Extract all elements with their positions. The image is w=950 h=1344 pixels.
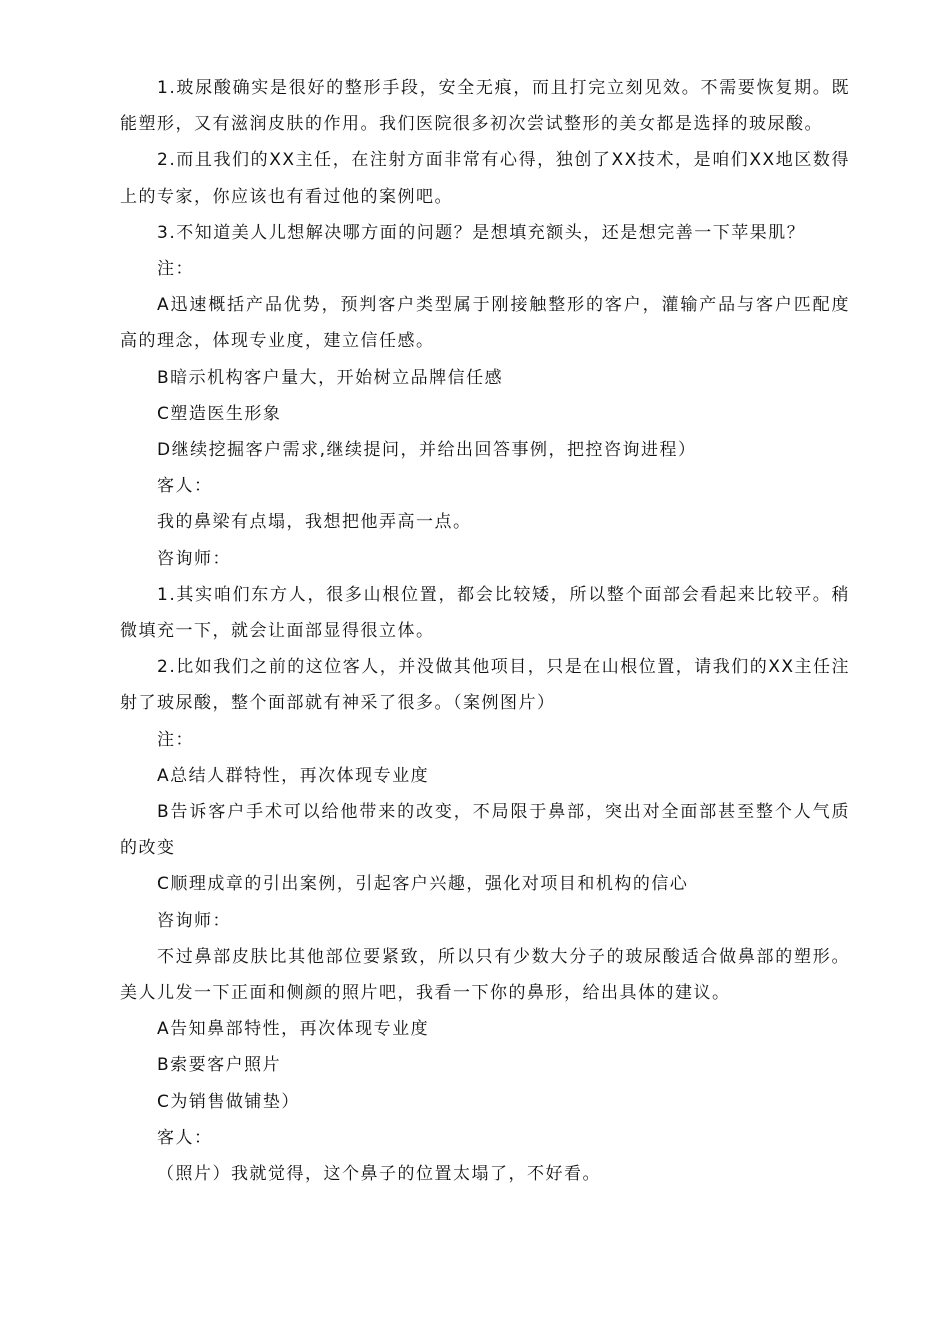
note-item: A告知鼻部特性，再次体现专业度 — [157, 1019, 430, 1040]
note-item: A总结人群特性，再次体现专业度 — [157, 765, 430, 786]
note-heading: 注： — [157, 729, 194, 750]
note-item: C为销售做铺垫） — [157, 1091, 300, 1112]
paragraph: 1.玻尿酸确实是很好的整形手段，安全无痕，而且打完立刻见效。不需要恢复期。既能塑形，又有滋润皮肤的作用。我们医院很多初次尝试整形的美女都是选择的玻尿酸。 — [120, 78, 850, 135]
paragraph: 不过鼻部皮肤比其他部位要紧致，所以只有少数大分子的玻尿酸适合做鼻部的塑形。美人儿发一下正面和侧颜的照片吧，我看一下你的鼻形，给出具体的建议。 — [120, 946, 850, 1004]
speaker-label: 咨询师： — [157, 548, 231, 569]
note-heading: 注： — [157, 259, 194, 280]
paragraph: 3.不知道美人儿想解决哪方面的问题？是想填充额头，还是想完善一下苹果肌？ — [157, 222, 806, 243]
note-item: A迅速概括产品优势，预判客户类型属于刚接触整形的客户，灌输产品与客户匹配度高的理念，体现专业度，建立信任感。 — [120, 295, 850, 352]
paragraph: 1.其实咱们东方人，很多山根位置，都会比较矮，所以整个面部会看起来比较平。稍微填充一下，就会让面部显得很立体。 — [120, 584, 850, 642]
paragraph: 2.而且我们的XX主任，在注射方面非常有心得，独创了XX技术，是咱们XX地区数得上的专家，你应该也有看过他的案例吧。 — [120, 150, 850, 207]
document-body — [120, 70, 850, 1192]
speaker-label: 客人： — [157, 1127, 213, 1148]
speaker-label: 客人： — [157, 476, 213, 497]
dialogue-line: （照片）我就觉得，这个鼻子的位置太塌了，不好看。 — [157, 1164, 601, 1185]
note-item: D继续挖掘客户需求,继续提问，并给出回答事例，把控咨询进程） — [157, 440, 697, 461]
speaker-label: 咨询师： — [157, 910, 231, 931]
paragraph: 2.比如我们之前的这位客人，并没做其他项目，只是在山根位置，请我们的XX主任注射了玻尿酸，整个面部就有神采了很多。（案例图片） — [120, 657, 851, 714]
note-item: C塑造医生形象 — [157, 403, 282, 424]
dialogue-line: 我的鼻梁有点塌，我想把他弄高一点。 — [157, 512, 472, 533]
note-item: B告诉客户手术可以给他带来的改变，不局限于鼻部，突出对全面部甚至整个人气质的改变 — [120, 802, 850, 859]
note-item: B暗示机构客户量大，开始树立品牌信任感 — [157, 367, 504, 388]
note-item: B索要客户照片 — [157, 1055, 282, 1076]
note-item: C顺理成章的引出案例，引起客户兴趣，强化对项目和机构的信心 — [157, 874, 689, 895]
